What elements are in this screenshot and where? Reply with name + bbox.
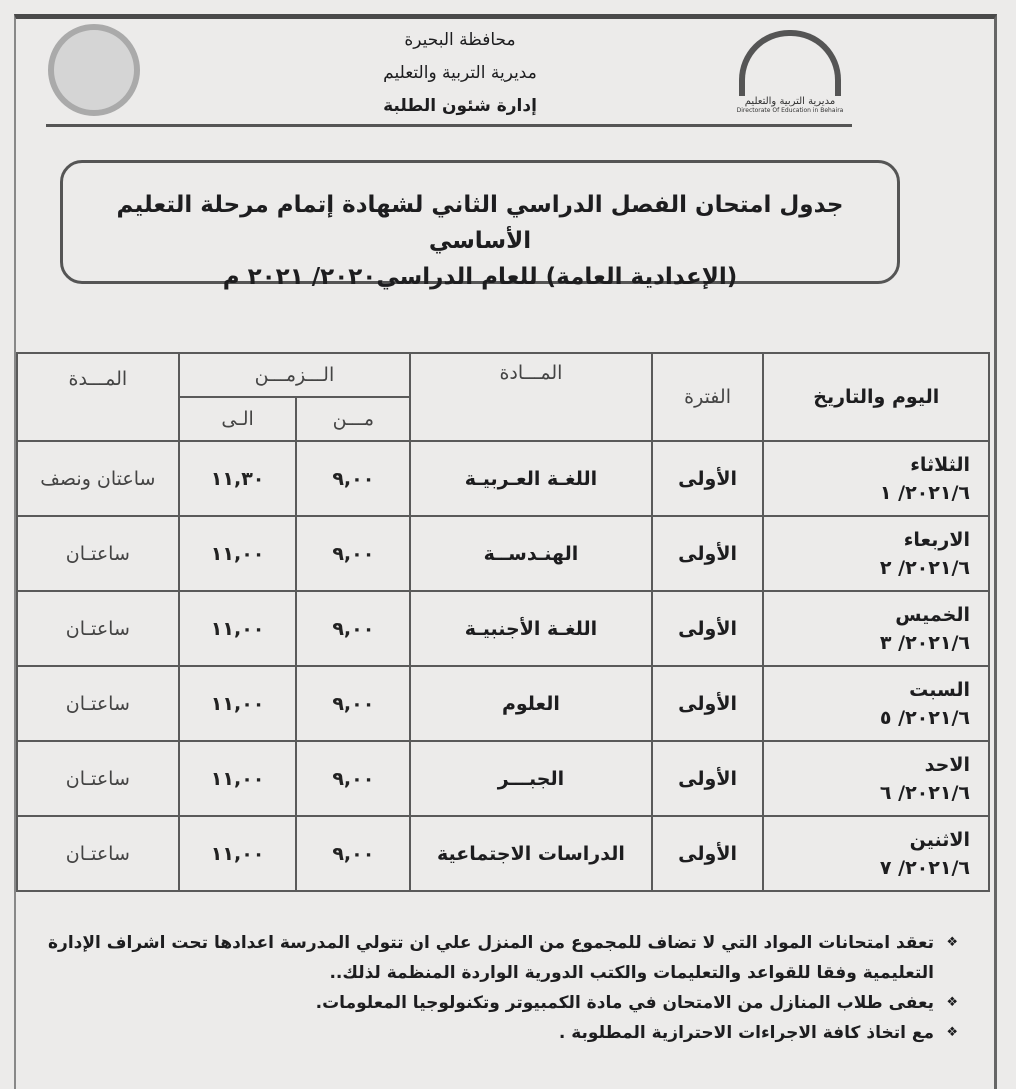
from-cell: ٩,٠٠ bbox=[296, 666, 410, 741]
day: الاربعاء bbox=[903, 528, 970, 551]
day: السبت bbox=[909, 678, 970, 701]
date: ٢٠٢١/٦/ ٦ bbox=[879, 781, 970, 804]
from-cell: ٩,٠٠ bbox=[296, 591, 410, 666]
period-cell: الأولى bbox=[652, 741, 764, 816]
note-text: مع اتخاذ كافة الاجراءات الاحترازية المطلوبة . bbox=[558, 1023, 934, 1043]
header-to: الـى bbox=[179, 397, 297, 441]
header-subject: المـــادة bbox=[410, 353, 651, 441]
day: الاثنين bbox=[909, 828, 970, 851]
header-time: الـــزمـــن bbox=[179, 353, 411, 397]
subject-cell: اللغـة الأجنبيـة bbox=[410, 591, 651, 666]
period-cell: الأولى bbox=[652, 591, 764, 666]
to-cell: ١١,٠٠ bbox=[179, 591, 297, 666]
from-cell: ٩,٠٠ bbox=[296, 816, 410, 891]
day-date-cell bbox=[763, 816, 989, 891]
diamond-bullet-icon: ❖ bbox=[946, 995, 958, 1010]
header-day-date: اليوم والتاريخ bbox=[763, 353, 989, 441]
notes-list bbox=[20, 928, 988, 1048]
date: ٢٠٢١/٦/ ٥ bbox=[879, 706, 970, 729]
duration-cell: ساعتـان bbox=[17, 816, 179, 891]
table-row bbox=[17, 816, 989, 891]
note-item bbox=[20, 1018, 988, 1048]
date: ٢٠٢١/٦/ ١ bbox=[879, 481, 970, 504]
subject-cell: الجبـــر bbox=[410, 741, 651, 816]
to-cell: ١١,٠٠ bbox=[179, 666, 297, 741]
date: ٢٠٢١/٦/ ٧ bbox=[879, 856, 970, 879]
exam-schedule-table bbox=[16, 352, 990, 892]
to-cell: ١١,٣٠ bbox=[179, 441, 297, 516]
subject-cell: الدراسات الاجتماعية bbox=[410, 816, 651, 891]
subject-cell: العلوم bbox=[410, 666, 651, 741]
day-date-cell bbox=[763, 591, 989, 666]
duration-cell: ساعتـان bbox=[17, 591, 179, 666]
subject-cell: الهنـدســة bbox=[410, 516, 651, 591]
header-duration: المـــدة bbox=[17, 353, 179, 441]
from-cell: ٩,٠٠ bbox=[296, 741, 410, 816]
day: الخميس bbox=[895, 603, 970, 626]
day: الثلاثاء bbox=[910, 453, 970, 476]
day-date-cell bbox=[763, 666, 989, 741]
day: الاحد bbox=[924, 753, 970, 776]
to-cell: ١١,٠٠ bbox=[179, 816, 297, 891]
letterhead bbox=[300, 24, 620, 123]
title-line-2: (الإعدادية العامة) للعام الدراسي٢٠٢٠/ ٢٠٢١ م bbox=[222, 264, 738, 290]
title-box bbox=[60, 160, 900, 290]
directorate-name: مديرية التربية والتعليم bbox=[383, 63, 537, 83]
diamond-bullet-icon: ❖ bbox=[946, 1025, 958, 1040]
period-cell: الأولى bbox=[652, 516, 764, 591]
period-cell: الأولى bbox=[652, 441, 764, 516]
title-line-1: جدول امتحان الفصل الدراسي الثاني لشهادة إتمام مرحلة التعليم الأساسي bbox=[116, 192, 844, 254]
logo-text: مديرية التربية والتعليم bbox=[744, 96, 836, 107]
from-cell: ٩,٠٠ bbox=[296, 441, 410, 516]
table-row bbox=[17, 666, 989, 741]
day-date-cell bbox=[763, 516, 989, 591]
to-cell: ١١,٠٠ bbox=[179, 516, 297, 591]
day-date-cell bbox=[763, 441, 989, 516]
duration-cell: ساعتـان bbox=[17, 516, 179, 591]
diamond-bullet-icon: ❖ bbox=[946, 935, 958, 950]
governorate-logo bbox=[48, 24, 140, 116]
header-divider bbox=[46, 124, 852, 127]
to-cell: ١١,٠٠ bbox=[179, 741, 297, 816]
note-text: يعفى طلاب المنازل من الامتحان في مادة الكمبيوتر وتكنولوجيا المعلومات. bbox=[315, 993, 934, 1013]
from-cell: ٩,٠٠ bbox=[296, 516, 410, 591]
table-row bbox=[17, 591, 989, 666]
table-row bbox=[17, 741, 989, 816]
note-text: تعقد امتحانات المواد التي لا تضاف للمجموع من المنزل علي ان تتولي المدرسة اعدادها تحت اشراف الإدارة التعليمية وفقا للقواعد والتعليمات والكتب الدورية الواردة المنظمة لذلك.. bbox=[48, 933, 934, 983]
subject-cell: اللغـة العـربيـة bbox=[410, 441, 651, 516]
department-name: إدارة شئون الطلبة bbox=[383, 96, 537, 116]
date: ٢٠٢١/٦/ ٣ bbox=[879, 631, 970, 654]
table-row bbox=[17, 516, 989, 591]
duration-cell: ساعتان ونصف bbox=[17, 441, 179, 516]
period-cell: الأولى bbox=[652, 816, 764, 891]
date: ٢٠٢١/٦/ ٢ bbox=[879, 556, 970, 579]
period-cell: الأولى bbox=[652, 666, 764, 741]
duration-cell: ساعتـان bbox=[17, 741, 179, 816]
logo-subtext: Directorate Of Education in Behaira bbox=[736, 107, 844, 114]
note-item bbox=[20, 928, 988, 988]
gear-book-emblem-icon bbox=[739, 30, 841, 96]
note-item bbox=[20, 988, 988, 1018]
duration-cell: ساعتـان bbox=[17, 666, 179, 741]
directorate-logo bbox=[728, 30, 852, 120]
header-period: الفترة bbox=[652, 353, 764, 441]
header-from: مـــن bbox=[296, 397, 410, 441]
governorate-name: محافظة البحيرة bbox=[404, 30, 516, 50]
day-date-cell bbox=[763, 741, 989, 816]
table-row bbox=[17, 441, 989, 516]
